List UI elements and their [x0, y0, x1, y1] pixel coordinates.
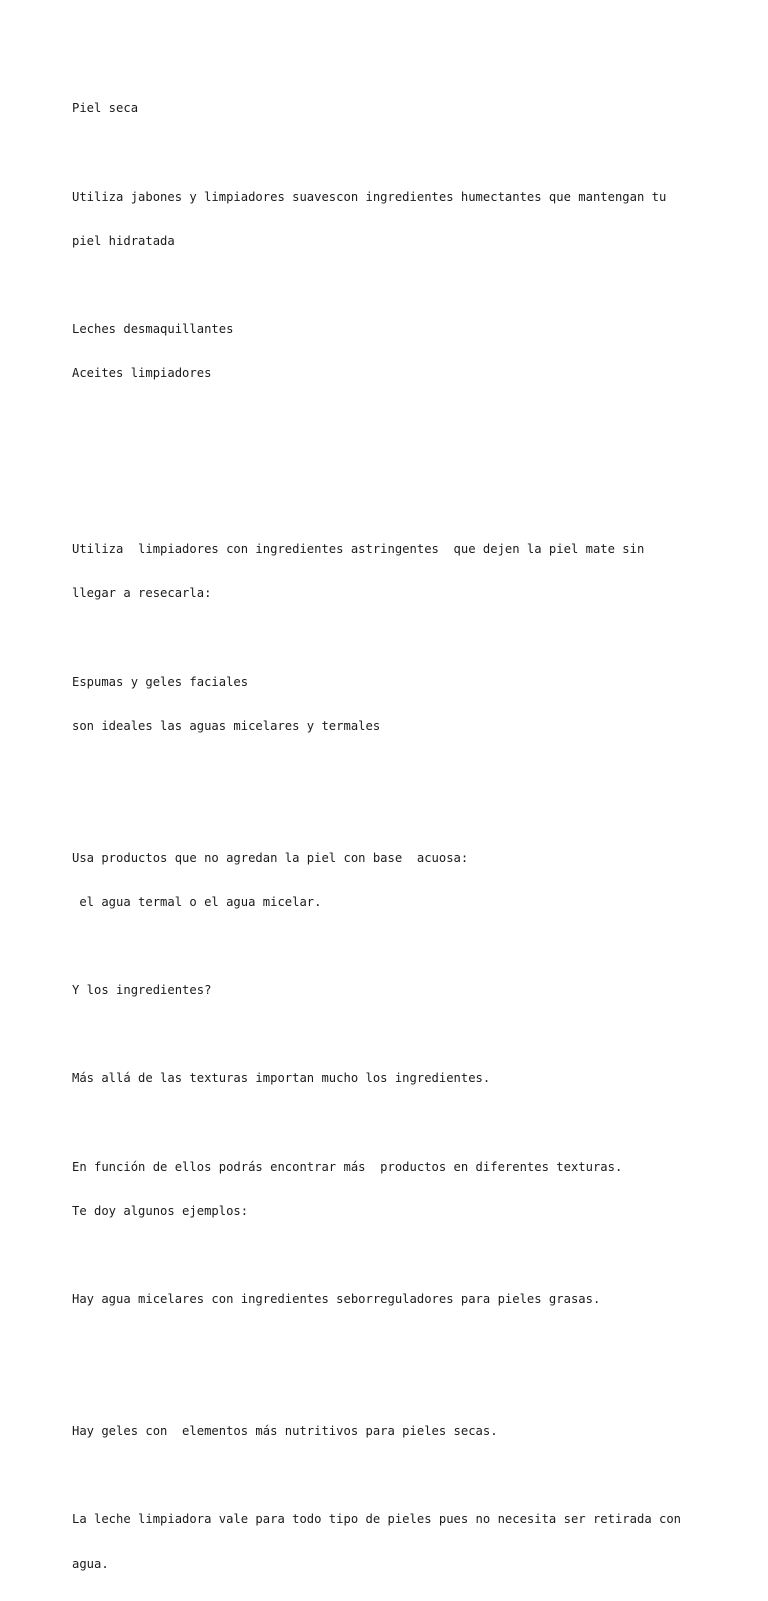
text-line: La leche limpiadora vale para todo tipo de pieles pues no necesita ser retirada con: [72, 1512, 682, 1527]
text-line: Más allá de las texturas importan mucho los ingredientes.: [72, 1071, 491, 1086]
text-line: Leches desmaquillantes: [72, 321, 234, 336]
text-line: llegar a resecarla:: [72, 586, 212, 601]
text-line: [72, 1248, 712, 1263]
text-line: Utiliza jabones y limpiadores suavescon ingredientes humectantes que mantengan tu: [72, 189, 667, 204]
text-line: [72, 410, 712, 425]
text-line: Aceites limpiadores: [72, 365, 212, 380]
text-line: [72, 1336, 712, 1351]
text-line: [72, 454, 712, 469]
text-line: [72, 1380, 712, 1395]
document-text: [72, 72, 712, 1601]
text-line: Y los ingredientes?: [72, 983, 212, 998]
text-line: Hay agua micelares con ingredientes seborreguladores para pieles grasas.: [72, 1291, 601, 1306]
text-line: [72, 146, 712, 161]
text-line: [72, 1116, 712, 1131]
text-line: Usa productos que no agredan la piel con base acuosa:: [72, 851, 469, 865]
text-line: [72, 763, 712, 778]
text-line: Utiliza limpiadores con ingredientes astringentes que dejen la piel mate sin: [72, 542, 645, 557]
text-line: [72, 631, 712, 646]
text-line: [72, 1027, 712, 1042]
text-line: [72, 939, 712, 954]
text-line: Hay geles con elementos más nutritivos para pieles secas.: [72, 1424, 498, 1439]
text-line: agua.: [72, 1556, 109, 1571]
text-line: piel hidratada: [72, 233, 175, 248]
text-line: Espumas y geles faciales: [72, 674, 249, 689]
text-line: Piel seca: [72, 101, 139, 116]
text-line: son ideales las aguas micelares y termales: [72, 718, 381, 733]
text-line: [72, 498, 712, 513]
text-line: [72, 807, 712, 822]
text-line: el agua termal o el agua micelar.: [72, 895, 322, 910]
text-line: En función de ellos podrás encontrar más productos en diferentes texturas.: [72, 1159, 623, 1174]
text-line: [72, 278, 712, 293]
text-line: [72, 1468, 712, 1483]
text-line: Te doy algunos ejemplos:: [72, 1203, 249, 1218]
